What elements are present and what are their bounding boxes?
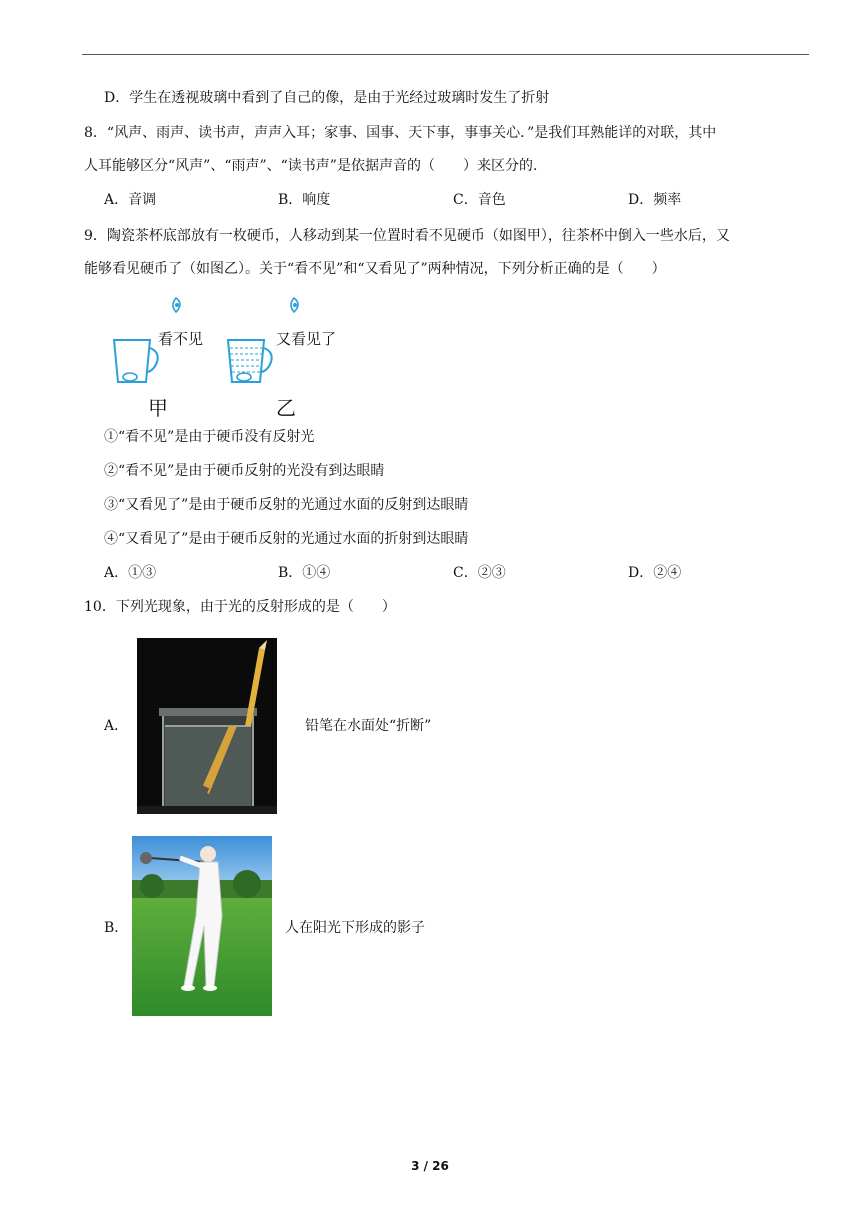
q8-option-a: A．音调 [104,192,157,208]
q8-option-c: C．音色 [453,192,506,208]
q10-option-b-text: 人在阳光下形成的影子 [285,920,425,936]
q9-figure [104,290,354,420]
label-can-see-again: 又看见了 [276,330,337,348]
q10-option-a-text: 铅笔在水面处“折断” [305,718,432,734]
cup-with-water [228,340,272,382]
q9-statement-3: ③“又看见了”是由于硬币反射的光通过水面的反射到达眼睛 [104,497,469,513]
q9-statement-4: ④“又看见了”是由于硬币反射的光通过水面的折射到达眼睛 [104,531,469,547]
eye-icon [173,298,180,312]
q10-stem: 10．下列光现象，由于光的反射形成的是（ ） [84,599,396,615]
q9-option-a: A．①③ [104,565,157,581]
q8-stem-line1: 8．“风声、雨声、读书声，声声入耳；家事、国事、天下事，事事关心．”是我们耳熟能详的对联，其中 [84,125,717,141]
page-number: 3 / 26 [411,1159,449,1173]
q9-option-d: D．②④ [628,565,682,581]
caption-jia: 甲 [148,396,168,420]
eye-icon [291,298,298,312]
q10-option-b-letter: B． [104,920,129,936]
q8-option-d: D．频率 [628,192,682,208]
pencil-in-water-image [137,638,277,814]
q9-statement-2: ②“看不见”是由于硬币反射的光没有到达眼睛 [104,463,385,479]
q9-stem-line1: 9．陶瓷茶杯底部放有一枚硬币，人移动到某一位置时看不见硬币（如图甲），往茶杯中倒入一些水后，又 [84,228,730,244]
label-cannot-see: 看不见 [158,330,204,348]
q8-option-b: B．响度 [278,192,331,208]
header-rule [82,54,809,55]
q9-option-c: C．②③ [453,565,506,581]
golfer-shadow-image [132,836,272,1016]
q10-option-a-letter: A． [104,718,129,734]
cup-empty [114,340,158,382]
caption-yi: 乙 [276,396,296,420]
q8-stem-line2: 人耳能够区分“风声”、“雨声”、“读书声”是依据声音的（ ）来区分的. [84,158,538,174]
q7-option-d: D．学生在透视玻璃中看到了自己的像，是由于光经过玻璃时发生了折射 [104,90,550,106]
q9-option-b: B．①④ [278,565,331,581]
q9-statement-1: ①“看不见”是由于硬币没有反射光 [104,429,315,445]
q9-figure-drawing [104,290,354,420]
q9-stem-line2: 能够看见硬币了（如图乙）。关于“看不见”和“又看见了”两种情况，下列分析正确的是（ ） [84,261,666,277]
